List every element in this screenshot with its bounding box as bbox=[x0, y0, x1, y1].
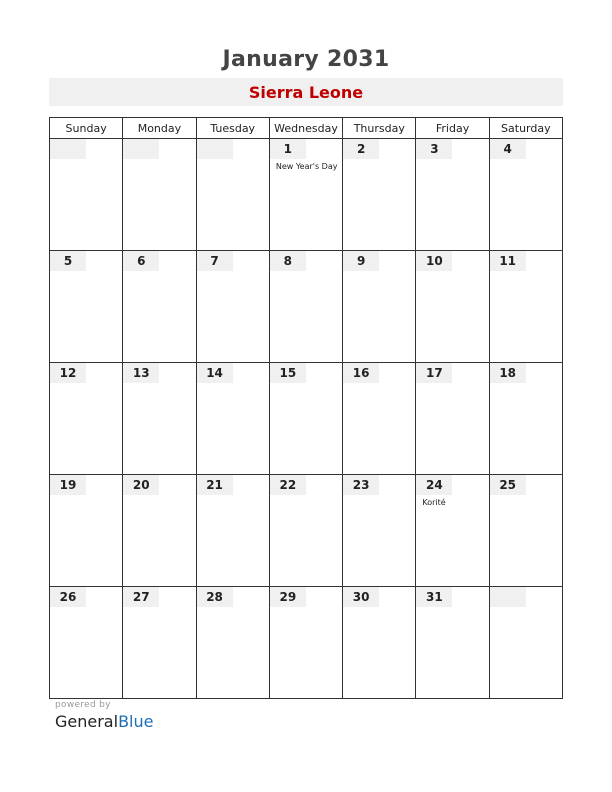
holiday-label: Korité bbox=[422, 498, 446, 507]
day-number: 4 bbox=[490, 139, 526, 159]
day-number: 6 bbox=[123, 251, 159, 271]
day-number: 19 bbox=[50, 475, 86, 495]
day-cell bbox=[269, 139, 342, 251]
day-number: 3 bbox=[416, 139, 452, 159]
day-number: 7 bbox=[197, 251, 233, 271]
day-number: 14 bbox=[197, 363, 233, 383]
day-cell bbox=[50, 363, 123, 475]
weekday-tuesday: Tuesday bbox=[196, 118, 269, 139]
day-number: 2 bbox=[343, 139, 379, 159]
brand-general: General bbox=[55, 712, 119, 731]
powered-by-label: powered by bbox=[55, 700, 111, 710]
day-cell bbox=[416, 363, 489, 475]
day-number: 22 bbox=[270, 475, 306, 495]
day-cell bbox=[269, 251, 342, 363]
day-cell bbox=[50, 251, 123, 363]
day-number: 29 bbox=[270, 587, 306, 607]
weekday-saturday: Saturday bbox=[489, 118, 562, 139]
day-number: 20 bbox=[123, 475, 159, 495]
day-number: 8 bbox=[270, 251, 306, 271]
week-row bbox=[50, 251, 563, 363]
day-cell bbox=[123, 363, 196, 475]
day-number bbox=[50, 139, 86, 159]
weekday-monday: Monday bbox=[123, 118, 196, 139]
day-cell bbox=[489, 139, 562, 251]
day-cell bbox=[123, 475, 196, 587]
calendar-grid bbox=[49, 117, 563, 699]
weekday-friday: Friday bbox=[416, 118, 489, 139]
day-cell bbox=[343, 363, 416, 475]
day-cell bbox=[123, 251, 196, 363]
day-number bbox=[197, 139, 233, 159]
day-number: 9 bbox=[343, 251, 379, 271]
week-row bbox=[50, 475, 563, 587]
day-cell bbox=[196, 251, 269, 363]
day-cell bbox=[489, 363, 562, 475]
brand-blue: Blue bbox=[118, 712, 154, 731]
day-cell bbox=[196, 475, 269, 587]
day-number: 10 bbox=[416, 251, 452, 271]
day-cell bbox=[50, 139, 123, 251]
day-number: 13 bbox=[123, 363, 159, 383]
day-cell bbox=[269, 587, 342, 699]
day-cell bbox=[343, 139, 416, 251]
day-number: 23 bbox=[343, 475, 379, 495]
day-number: 31 bbox=[416, 587, 452, 607]
holiday-label: New Year's Day bbox=[275, 162, 338, 171]
day-number: 25 bbox=[490, 475, 526, 495]
day-cell bbox=[343, 251, 416, 363]
weekday-sunday: Sunday bbox=[50, 118, 123, 139]
day-cell bbox=[50, 587, 123, 699]
week-row bbox=[50, 139, 563, 251]
day-number: 28 bbox=[197, 587, 233, 607]
generalblue-logo bbox=[55, 712, 153, 731]
day-number: 16 bbox=[343, 363, 379, 383]
day-number: 24 bbox=[416, 475, 452, 495]
day-cell bbox=[489, 475, 562, 587]
day-cell bbox=[123, 139, 196, 251]
weekday-thursday: Thursday bbox=[343, 118, 416, 139]
day-cell bbox=[196, 587, 269, 699]
page-title: January 2031 bbox=[222, 47, 390, 72]
day-cell bbox=[269, 475, 342, 587]
day-cell bbox=[489, 587, 562, 699]
day-cell bbox=[416, 587, 489, 699]
country-name: Sierra Leone bbox=[248, 83, 364, 102]
day-number: 17 bbox=[416, 363, 452, 383]
day-cell bbox=[196, 363, 269, 475]
day-number: 15 bbox=[270, 363, 306, 383]
day-number: 11 bbox=[490, 251, 526, 271]
day-number: 1 bbox=[270, 139, 306, 159]
day-cell bbox=[416, 475, 489, 587]
day-cell bbox=[50, 475, 123, 587]
day-cell bbox=[343, 475, 416, 587]
day-number: 18 bbox=[490, 363, 526, 383]
footer bbox=[55, 700, 153, 731]
day-number: 12 bbox=[50, 363, 86, 383]
week-row bbox=[50, 587, 563, 699]
day-number: 26 bbox=[50, 587, 86, 607]
day-number bbox=[123, 139, 159, 159]
day-number: 30 bbox=[343, 587, 379, 607]
day-cell bbox=[416, 139, 489, 251]
day-cell bbox=[416, 251, 489, 363]
day-number: 21 bbox=[197, 475, 233, 495]
day-cell bbox=[489, 251, 562, 363]
day-cell bbox=[196, 139, 269, 251]
day-cell bbox=[269, 363, 342, 475]
week-row bbox=[50, 363, 563, 475]
day-number bbox=[490, 587, 526, 607]
day-cell bbox=[123, 587, 196, 699]
country-banner bbox=[49, 78, 563, 106]
day-number: 5 bbox=[50, 251, 86, 271]
day-number: 27 bbox=[123, 587, 159, 607]
weekday-header-row bbox=[50, 118, 563, 139]
weekday-wednesday: Wednesday bbox=[269, 118, 342, 139]
day-cell bbox=[343, 587, 416, 699]
